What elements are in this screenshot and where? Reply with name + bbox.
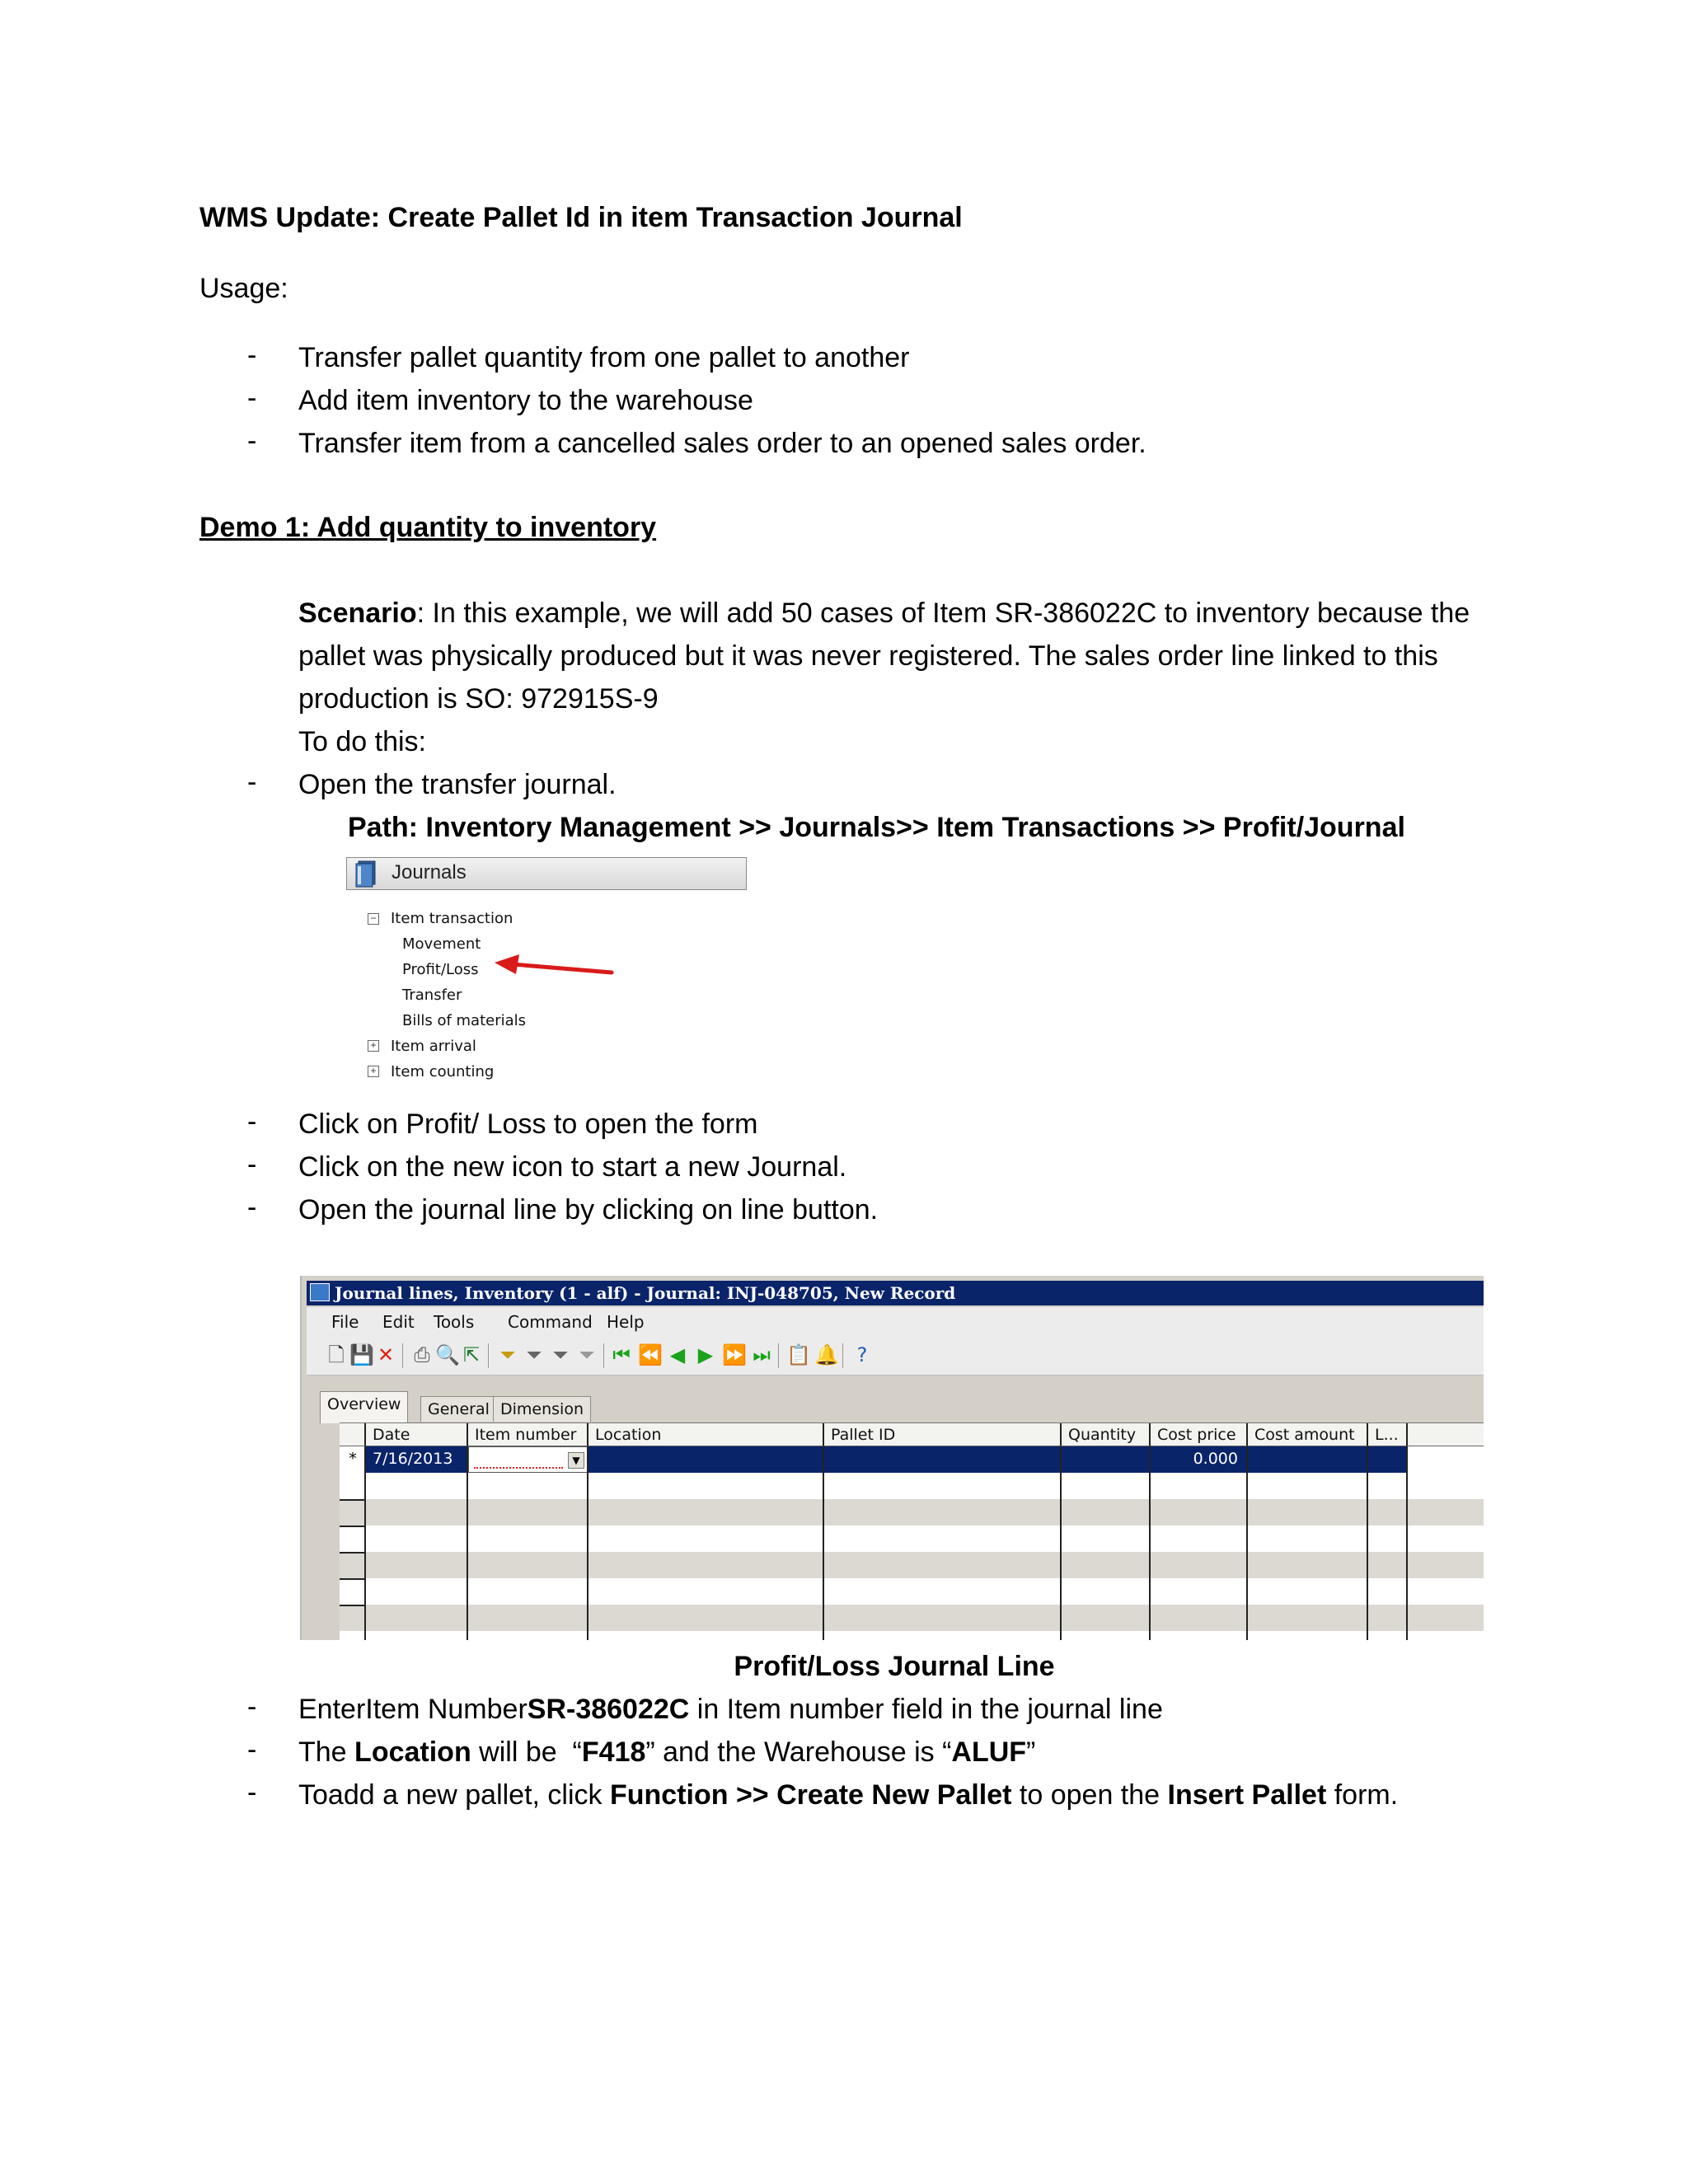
row-marker: *	[340, 1446, 366, 1473]
new-icon[interactable]: 🗋	[328, 1343, 345, 1366]
usage-item: Transfer item from a cancelled sales order to an opened sales order.	[298, 428, 1146, 459]
journals-title: Journals	[392, 861, 467, 883]
document-handling-icon[interactable]: 📋	[786, 1343, 811, 1366]
quantity-cell[interactable]	[1062, 1446, 1151, 1473]
bullet-dash: -	[247, 1734, 257, 1765]
item-number-input[interactable]	[468, 1446, 588, 1473]
tree-item-item-arrival[interactable]: Item arrival	[391, 1038, 476, 1055]
step-open-journal: Open the transfer journal.	[298, 769, 617, 800]
window-app-icon	[310, 1283, 330, 1301]
bullet-dash: -	[247, 1106, 257, 1137]
cost-amount-cell[interactable]	[1248, 1446, 1368, 1473]
document-title: WMS Update: Create Pallet Id in item Transaction Journal	[199, 202, 963, 233]
usage-label: Usage:	[199, 273, 288, 304]
previous-page-icon[interactable]: ⏪	[638, 1343, 663, 1366]
table-row[interactable]	[340, 1578, 1484, 1605]
bullet-dash: -	[247, 425, 257, 457]
column-header-pallet-id[interactable]: Pallet ID	[824, 1423, 1062, 1446]
table-row[interactable]	[340, 1473, 1484, 1499]
journals-navigation-screenshot	[346, 857, 775, 1104]
bullet-dash: -	[247, 766, 257, 798]
bullet-dash: -	[247, 382, 257, 414]
column-header-quantity[interactable]: Quantity	[1062, 1423, 1151, 1446]
scenario-text: : In this example, we will add 50 cases of Item SR-386022C to inventory because the	[416, 598, 1470, 629]
window-title-bar	[307, 1281, 1484, 1305]
alert-icon[interactable]: 🔔	[814, 1343, 839, 1366]
expand-icon[interactable]: +	[368, 1066, 379, 1077]
column-header-truncated[interactable]: L...	[1368, 1423, 1408, 1446]
menu-edit[interactable]: Edit	[382, 1312, 415, 1332]
help-icon[interactable]: ?	[856, 1343, 868, 1366]
bullet-dash: -	[247, 1192, 257, 1223]
bullet-dash: -	[247, 1149, 257, 1180]
step-text: Open the journal line by clicking on line button.	[298, 1194, 879, 1226]
collapse-icon[interactable]: −	[368, 913, 379, 925]
tree-item-transfer[interactable]: Transfer	[402, 987, 462, 1004]
figure-caption: Profit/Loss Journal Line	[734, 1651, 1055, 1682]
tab-dimension[interactable]: Dimension	[493, 1396, 591, 1422]
tree-item-item-transaction[interactable]: Item transaction	[391, 910, 513, 927]
table-row[interactable]	[340, 1526, 1484, 1552]
next-record-icon[interactable]: ▶	[697, 1343, 714, 1366]
truncated-cell[interactable]	[1368, 1446, 1408, 1473]
journals-book-icon	[354, 860, 378, 888]
tree-item-movement[interactable]: Movement	[402, 935, 481, 953]
date-cell[interactable]: 7/16/2013	[366, 1446, 468, 1473]
menu-command[interactable]: Command	[508, 1312, 593, 1332]
usage-item: Transfer pallet quantity from one pallet to another	[298, 342, 910, 373]
column-header-item-number[interactable]: Item number	[468, 1423, 588, 1446]
delete-icon[interactable]: ✕	[377, 1343, 395, 1366]
column-header-cost-amount[interactable]: Cost amount	[1248, 1423, 1368, 1446]
column-header-location[interactable]: Location	[588, 1423, 824, 1446]
red-arrow-icon	[491, 953, 615, 986]
header-filler	[1408, 1423, 1484, 1446]
previous-record-icon[interactable]: ◀	[669, 1343, 686, 1366]
table-row[interactable]	[340, 1605, 1484, 1631]
tab-general[interactable]: General	[420, 1396, 497, 1422]
item-number-dropdown-icon[interactable]: ▼	[568, 1452, 584, 1469]
next-page-icon[interactable]: ⏩	[722, 1343, 747, 1366]
tree-item-profit-loss[interactable]: Profit/Loss	[402, 961, 479, 978]
row-marker-header	[340, 1423, 366, 1446]
journal-lines-grid	[340, 1422, 1484, 1640]
spellcheck-underline	[474, 1465, 563, 1469]
menu-help[interactable]: Help	[607, 1312, 645, 1332]
journal-lines-window	[300, 1276, 1484, 1640]
tab-overview[interactable]: Overview	[320, 1391, 408, 1423]
scenario-label: Scenario	[298, 598, 417, 629]
bullet-dash: -	[247, 1777, 257, 1808]
usage-item: Add item inventory to the warehouse	[298, 385, 753, 416]
menu-path: Path: Inventory Management >> Journals>> Item Transactions >> Profit/Journal	[348, 812, 1405, 843]
menu-bar	[307, 1307, 1484, 1335]
print-icon[interactable]: ⎙	[414, 1343, 430, 1366]
table-row[interactable]	[340, 1499, 1484, 1526]
step-enter-item: EnterItem NumberSR-386022C in Item number field in the journal line	[298, 1694, 1163, 1725]
scenario-line	[298, 595, 1470, 631]
tree-item-bills-of-materials[interactable]: Bills of materials	[402, 1012, 527, 1029]
step-new-pallet: Toadd a new pallet, click Function >> Create New Pallet to open the Insert Pallet form.	[298, 1779, 1399, 1811]
window-title: Journal lines, Inventory (1 - alf) - Journal: INJ-048705, New Record	[335, 1283, 956, 1303]
menu-file[interactable]: File	[331, 1312, 359, 1332]
todo-text: To do this:	[298, 726, 426, 757]
pallet-id-cell[interactable]	[824, 1446, 1062, 1473]
menu-tools[interactable]: Tools	[434, 1312, 475, 1332]
filter-icon[interactable]: ⏷	[499, 1343, 516, 1366]
first-record-icon[interactable]: ⏮	[612, 1343, 631, 1366]
column-header-cost-price[interactable]: Cost price	[1151, 1423, 1248, 1446]
step-text: Click on Profit/ Loss to open the form	[298, 1108, 758, 1140]
advanced-filter-icon[interactable]: ⏷	[552, 1343, 569, 1366]
bullet-dash: -	[247, 1691, 257, 1722]
journals-header	[346, 857, 747, 890]
toolbar	[307, 1335, 1484, 1376]
print-preview-icon[interactable]: 🔍	[435, 1343, 460, 1366]
cost-price-cell[interactable]: 0.000	[1151, 1446, 1248, 1473]
scenario-text: pallet was physically produced but it was never registered. The sales order line linked to this	[298, 640, 1438, 672]
table-row[interactable]	[340, 1446, 1484, 1473]
table-row[interactable]	[340, 1552, 1484, 1578]
expand-icon[interactable]: +	[368, 1040, 379, 1052]
save-icon[interactable]: 💾	[349, 1343, 374, 1366]
tree-item-item-counting[interactable]: Item counting	[391, 1063, 495, 1080]
last-record-icon[interactable]: ⏭	[753, 1343, 771, 1366]
bullet-dash: -	[247, 340, 257, 371]
remove-filter-icon[interactable]: ⏷	[579, 1343, 595, 1366]
location-cell[interactable]	[588, 1446, 824, 1473]
scenario-text: production is SO: 972915S-9	[298, 683, 659, 715]
step-location: The Location will be “F418” and the Warehouse is “ALUF”	[298, 1736, 1036, 1768]
step-text: Click on the new icon to start a new Journal.	[298, 1151, 847, 1183]
column-header-date[interactable]: Date	[366, 1423, 468, 1446]
export-excel-icon[interactable]: ⇱	[462, 1343, 481, 1366]
filter-by-selection-icon[interactable]: ⏷	[526, 1343, 542, 1366]
demo-heading: Demo 1: Add quantity to inventory	[199, 512, 657, 543]
